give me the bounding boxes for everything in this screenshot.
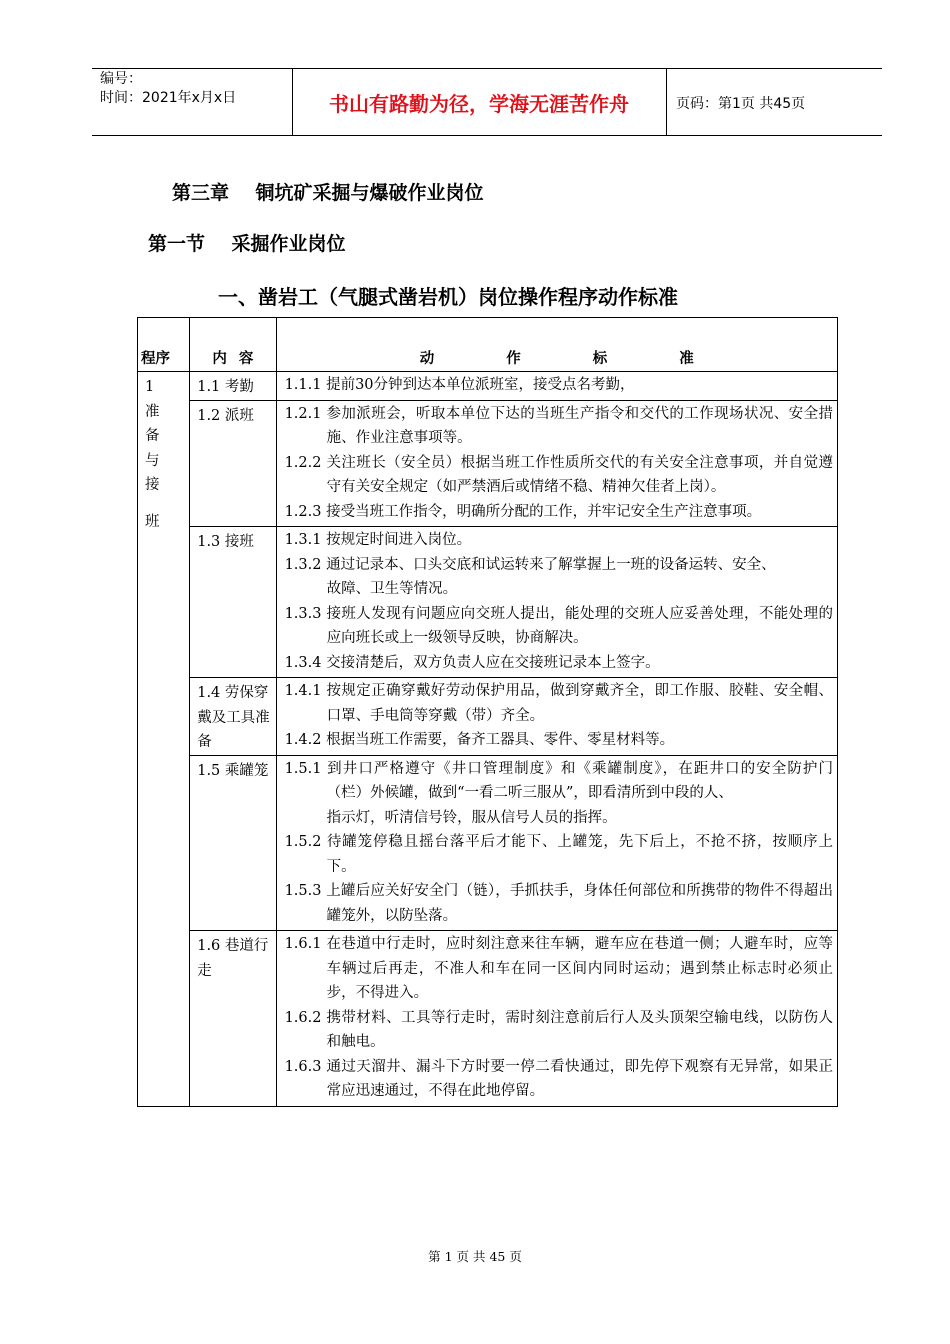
header-standard-char: 准: [679, 351, 694, 367]
standard-item: 1.1.1 提前30分钟到达本单位派班室，接受点名考勤，: [284, 377, 635, 393]
table-row: [138, 400, 838, 527]
header-meta: [100, 70, 236, 108]
document-time-label: 时间：2021年x月x日: [100, 90, 237, 106]
step-label: 1.4 劳保穿戴及工具准备: [190, 678, 276, 756]
header-standard-char: 动: [419, 351, 435, 367]
header-motto: 书山有路勤为径，学海无涯苦作舟: [329, 92, 629, 116]
header-content-char: 内: [212, 351, 227, 367]
step-label: 1.2 派班: [190, 400, 276, 527]
header-bottom-rule: [92, 135, 882, 136]
standard-item: 1.4.2 根据当班工作需要，备齐工器具、零件、零星材料等。: [284, 732, 675, 748]
chapter-title: 第三章 铜坑矿采掘与爆破作业岗位: [172, 182, 484, 204]
step-items: [276, 755, 837, 931]
standard-item: 1.3.2 通过记录本、口头交底和试运转来了解掌握上一班的设备运转、安全、: [284, 556, 776, 573]
standard-item: 1.5.3 上罐后应关好安全门（链），手抓扶手，身体任何部位和所携带的物件不得超出罐笼外，以防坠落。: [284, 883, 833, 924]
header-content-char: 容: [238, 351, 254, 367]
table-row: [138, 678, 838, 756]
standard-item: 1.6.2 携带材料、工具等行走时，需时刻注意前后行人及头顶架空输电线，以防伤人和触电。: [284, 1009, 833, 1050]
procedure-table: [137, 317, 838, 1107]
step-items: [276, 372, 837, 401]
step-label: 1.3 接班: [190, 527, 276, 678]
standard-item: 1.2.2 关注班长（安全员）根据当班工作性质所交代的有关安全注意事项，并自觉遵守有关安全规定（如严禁酒后或情绪不稳、精神欠佳者上岗）。: [284, 454, 833, 495]
stage-char: 与: [145, 452, 160, 469]
stage-char: 班: [145, 513, 160, 530]
step-items: [276, 527, 837, 678]
header-top-rule: [92, 68, 882, 69]
step-label: 1.6 巷道行走: [190, 931, 276, 1107]
standard-item: 1.6.3 通过天溜井、漏斗下方时要一停二看快通过，即先停下观察有无异常，如果正常应迅速通过，不得在此地停留。: [284, 1058, 833, 1099]
document-number-label: 编号：: [100, 71, 142, 87]
header-procedure: 程序: [138, 318, 190, 372]
header-standard: [276, 318, 837, 372]
header-page-number: 页码：第1页 共45页: [676, 96, 806, 112]
standard-item: 1.5.1 到井口严格遵守《井口管理制度》和《乘罐制度》，在距井口的安全防护门（栏）外候罐，做到“一看二听三服从”，即看清所到中段的人、: [284, 760, 833, 801]
step-label: 1.1 考勤: [190, 372, 276, 401]
standard-item-continuation: 指示灯，听清信号铃，服从信号人员的指挥。: [326, 809, 617, 826]
step-items: [276, 400, 837, 527]
table-row: [138, 755, 838, 931]
standard-item: 1.6.1 在巷道中行走时，应时刻注意来往车辆，避车应在巷道一侧；人避车时，应等车辆过后再走，不准人和车在同一区间内同时运动；遇到禁止标志时必须止步，不得进入。: [284, 936, 833, 1001]
table-row: [138, 527, 838, 678]
stage-spacer: [145, 498, 189, 510]
standard-item: 1.2.1 参加派班会，听取本单位下达的当班生产指令和交代的工作现场状况、安全措施、作业注意事项等。: [284, 405, 833, 446]
stage-char: 准: [145, 403, 160, 420]
page-footer: 第 1 页 共 45 页: [428, 1249, 522, 1264]
standard-item: 1.3.1 按规定时间进入岗位。: [284, 532, 472, 548]
standard-item: 1.3.4 交接清楚后，双方负责人应在交接班记录本上签字。: [284, 654, 660, 671]
stage-number: 1: [145, 379, 155, 395]
step-items: [276, 931, 837, 1107]
standard-item: 1.5.2 待罐笼停稳且摇台落平后才能下、上罐笼，先下后上，不抢不挤，按顺序上下。: [284, 834, 833, 875]
header-content: [190, 318, 276, 372]
standard-item: 1.2.3 接受当班工作指令，明确所分配的工作，并牢记安全生产注意事项。: [284, 503, 762, 520]
subsection-title: 一、凿岩工（气腿式凿岩机）岗位操作程序动作标准: [218, 285, 678, 309]
stage-char: 备: [145, 428, 160, 444]
standard-item-continuation: 故障、卫生等情况。: [326, 581, 458, 597]
step-label: 1.5 乘罐笼: [190, 755, 276, 931]
table-row: [138, 372, 838, 401]
table-header-row: [138, 318, 838, 372]
header-standard-char: 标: [592, 351, 608, 367]
section-title: 第一节 采掘作业岗位: [148, 233, 346, 255]
header-standard-char: 作: [506, 351, 521, 367]
table-row: [138, 931, 838, 1107]
stage-cell: [138, 372, 190, 1107]
stage-char: 接: [145, 477, 160, 493]
standard-item: 1.3.3 接班人发现有问题应向交班人提出，能处理的交班人应妥善处理，不能处理的应向班长或上一级领导反映，协商解决。: [284, 605, 833, 646]
header-divider-2: [666, 68, 667, 135]
standard-item: 1.4.1 按规定正确穿戴好劳动保护用品，做到穿戴齐全，即工作服、胶鞋、安全帽、口罩、手电筒等穿戴（带）齐全。: [284, 683, 833, 724]
step-items: [276, 678, 837, 756]
